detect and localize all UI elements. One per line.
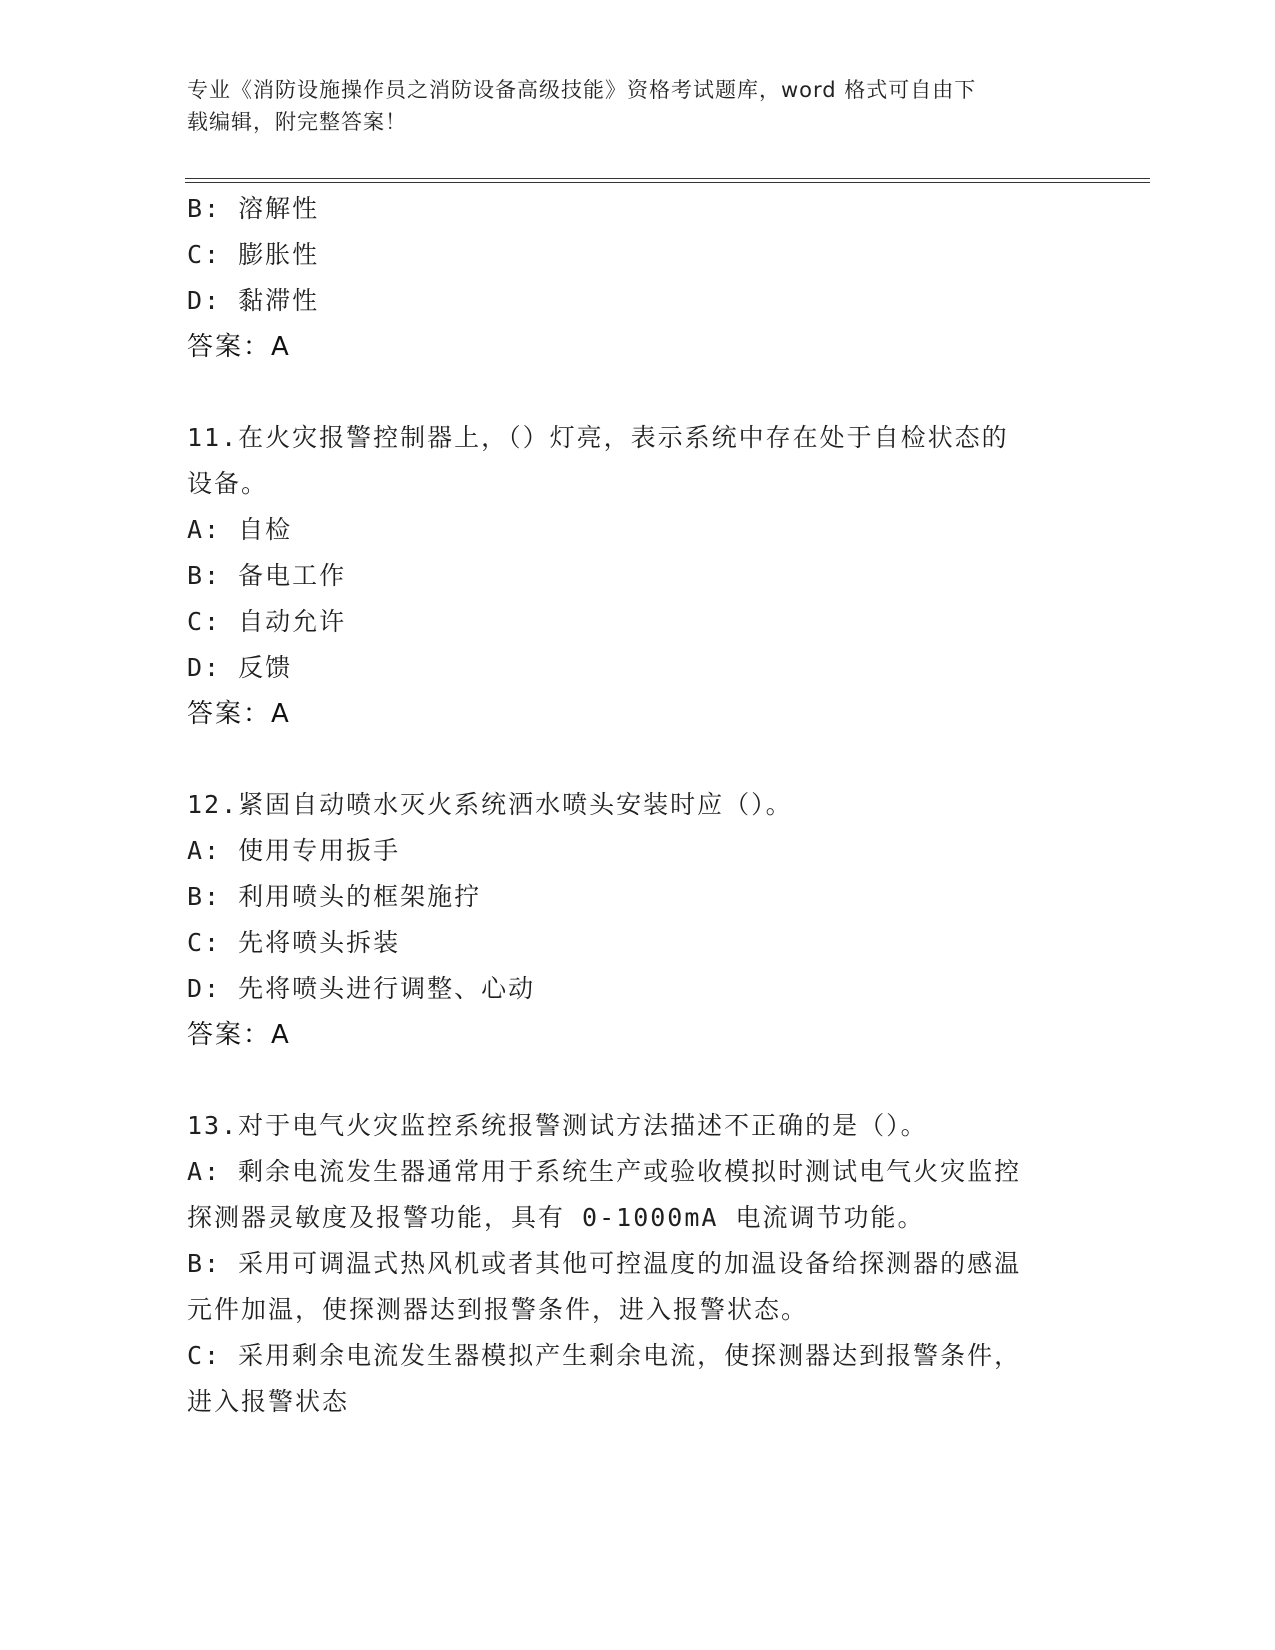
option-d: D: 反馈 bbox=[187, 653, 293, 682]
question-12 bbox=[187, 782, 1067, 1058]
option-c: C: 自动允许 bbox=[187, 607, 347, 636]
header-divider-top bbox=[185, 178, 1150, 179]
prev-question-block bbox=[187, 186, 1067, 370]
option-d: D: 黏滞性 bbox=[187, 286, 320, 315]
option-c: C: 采用剩余电流发生器模拟产生剩余电流，使探测器达到报警条件， bbox=[187, 1341, 1022, 1370]
option-c-continued: 进入报警状态 bbox=[187, 1387, 350, 1416]
option-a: A: 使用专用扳手 bbox=[187, 836, 401, 865]
option-a-continued: 探测器灵敏度及报警功能，具有 0-1000mA 电流调节功能。 bbox=[187, 1203, 925, 1232]
answer-line: 答案：A bbox=[187, 1020, 291, 1050]
header-line-1: 专业《消防设施操作员之消防设备高级技能》资格考试题库，word 格式可自由下 bbox=[187, 78, 977, 102]
header-divider-bottom bbox=[185, 182, 1150, 183]
question-stem: 11.在火灾报警控制器上，（）灯亮，表示系统中存在处于自检状态的 bbox=[187, 423, 1009, 452]
question-stem-continued: 设备。 bbox=[187, 469, 269, 498]
option-d: D: 先将喷头进行调整、心动 bbox=[187, 974, 536, 1003]
option-c: C: 先将喷头拆装 bbox=[187, 928, 401, 957]
option-b-continued: 元件加温，使探测器达到报警条件，进入报警状态。 bbox=[187, 1295, 809, 1324]
header-line-2: 载编辑，附完整答案！ bbox=[187, 110, 407, 134]
question-11 bbox=[187, 415, 1067, 737]
question-13 bbox=[187, 1103, 1067, 1425]
answer-line: 答案：A bbox=[187, 699, 291, 729]
question-content bbox=[187, 186, 1067, 1425]
option-b: B: 利用喷头的框架施拧 bbox=[187, 882, 482, 911]
option-c: C: 膨胀性 bbox=[187, 240, 320, 269]
option-a: A: 剩余电流发生器通常用于系统生产或验收模拟时测试电气火灾监控 bbox=[187, 1157, 1022, 1186]
answer-line: 答案：A bbox=[187, 332, 291, 362]
option-a: A: 自检 bbox=[187, 515, 293, 544]
option-b: B: 溶解性 bbox=[187, 194, 320, 223]
document-header bbox=[187, 74, 1067, 138]
spacer bbox=[187, 370, 1067, 415]
spacer bbox=[187, 1058, 1067, 1103]
option-b: B: 备电工作 bbox=[187, 561, 347, 590]
spacer bbox=[187, 737, 1067, 782]
question-stem: 12.紧固自动喷水灭火系统洒水喷头安装时应（）。 bbox=[187, 790, 793, 819]
option-b: B: 采用可调温式热风机或者其他可控温度的加温设备给探测器的感温 bbox=[187, 1249, 1022, 1278]
question-stem: 13.对于电气火灾监控系统报警测试方法描述不正确的是（）。 bbox=[187, 1111, 928, 1140]
